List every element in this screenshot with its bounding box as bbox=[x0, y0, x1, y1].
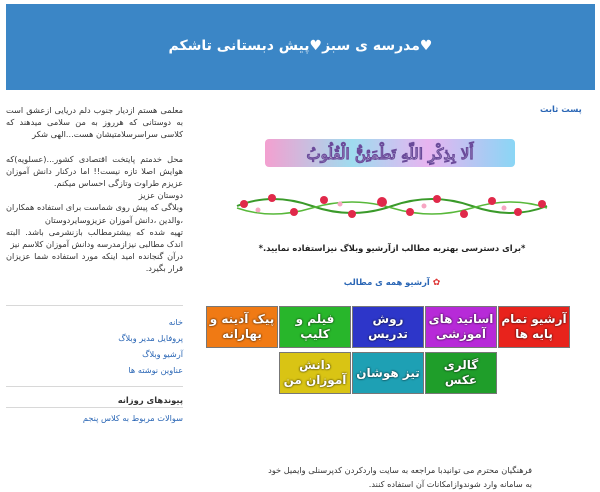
about-paragraph: دوستان عزیز bbox=[138, 190, 183, 201]
rose-icon: ✿ bbox=[432, 278, 441, 288]
footer-notice bbox=[232, 463, 532, 491]
flower-divider-image bbox=[232, 188, 552, 224]
archive-all-link[interactable] bbox=[200, 277, 584, 288]
about-author bbox=[6, 104, 183, 275]
nav-home-link[interactable]: خانه bbox=[168, 316, 183, 327]
blog-header bbox=[6, 4, 595, 90]
tile-teaching-methods[interactable]: روش تدریس bbox=[352, 306, 424, 348]
tile-films-clips[interactable]: فیلم و کلیپ bbox=[279, 306, 351, 348]
tile-friday-pack[interactable]: پیک آدینه و بهارانه bbox=[206, 306, 278, 348]
daily-links-title: پیوندهای روزانه bbox=[117, 394, 183, 405]
divider bbox=[6, 407, 183, 408]
tile-gifted[interactable]: تیز هوشان bbox=[352, 352, 424, 394]
banner-text: أَلا بِذِکْرِ اللّهِ تَطْمَئِنُّ الْقُلُوبُ bbox=[306, 145, 474, 163]
archive-notice: *برای دسترسی بهتربه مطالب ازآرشیو وبلاگ نیزاستفاده نمایید.* bbox=[258, 243, 526, 253]
footer-line: به سامانه وارد شوندوازامکانات آن استفاده کنند. bbox=[368, 479, 532, 489]
nav-archive-link[interactable]: آرشیو وبلاگ bbox=[142, 348, 183, 359]
about-paragraph: وبلاگی که پیش روی شماست برای استفاده همکاران ،والدین ،دانش آموزان عزیزوسایردوستان bbox=[6, 202, 183, 225]
footer-line: فرهنگیان محترم می توانیدبا مراجعه به سایت واردکردن کدپرسنلی وایمیل خود bbox=[268, 465, 532, 475]
archive-all-label: آرشیو همه ی مطالب bbox=[343, 277, 430, 287]
divider bbox=[6, 305, 183, 306]
daily-link[interactable]: سوالات مربوط به کلاس پنجم bbox=[82, 412, 183, 423]
about-paragraph: درآن گنجانده امید اینکه مورد استفاده شما عزیزان قرار بگیرد. bbox=[6, 251, 183, 274]
tile-photo-gallery[interactable]: گالری عکس bbox=[425, 352, 497, 394]
quran-verse-banner bbox=[265, 136, 515, 170]
about-paragraph: محل خدمتم پایتخت اقتصادی کشور...(عسلویه)که هوایش اصلا تازه نیست!! اما درکنار دانش آموزان عزیزم طراوت وتازگی احساس میکنم. bbox=[6, 153, 183, 189]
about-paragraph: تهیه شده که بیشترمطالب بازنشرمی باشد. البته اندک مطالبی نیزازمدرسه ودانش آموزان کلاسم نیز bbox=[6, 226, 183, 250]
sidebar bbox=[6, 104, 183, 426]
blog-title[interactable]: ♥مدرسه ی سبز♥پیش دبستانی تاشکم bbox=[168, 38, 433, 54]
tile-my-students[interactable]: دانش آموزان من bbox=[279, 352, 351, 394]
nav-profile-link[interactable]: پروفایل مدیر وبلاگ bbox=[118, 332, 183, 343]
nav-titles-link[interactable]: عناوین نوشته ها bbox=[128, 364, 183, 375]
post-title[interactable]: پست ثابت bbox=[540, 104, 582, 114]
divider bbox=[6, 386, 183, 387]
tile-teachers[interactable]: اساتید های آموزشی bbox=[425, 306, 497, 348]
about-paragraph: معلمی هستم ازدیار جنوب دلم دریایی ازعشق است به دوستانی که هرروز به من سلامی میدهند که کلاسی سراسرسلامتیشان هست...الهی شکر bbox=[6, 105, 183, 140]
tile-archive-all-grades[interactable]: آرشیو تمام پایه ها bbox=[498, 306, 570, 348]
